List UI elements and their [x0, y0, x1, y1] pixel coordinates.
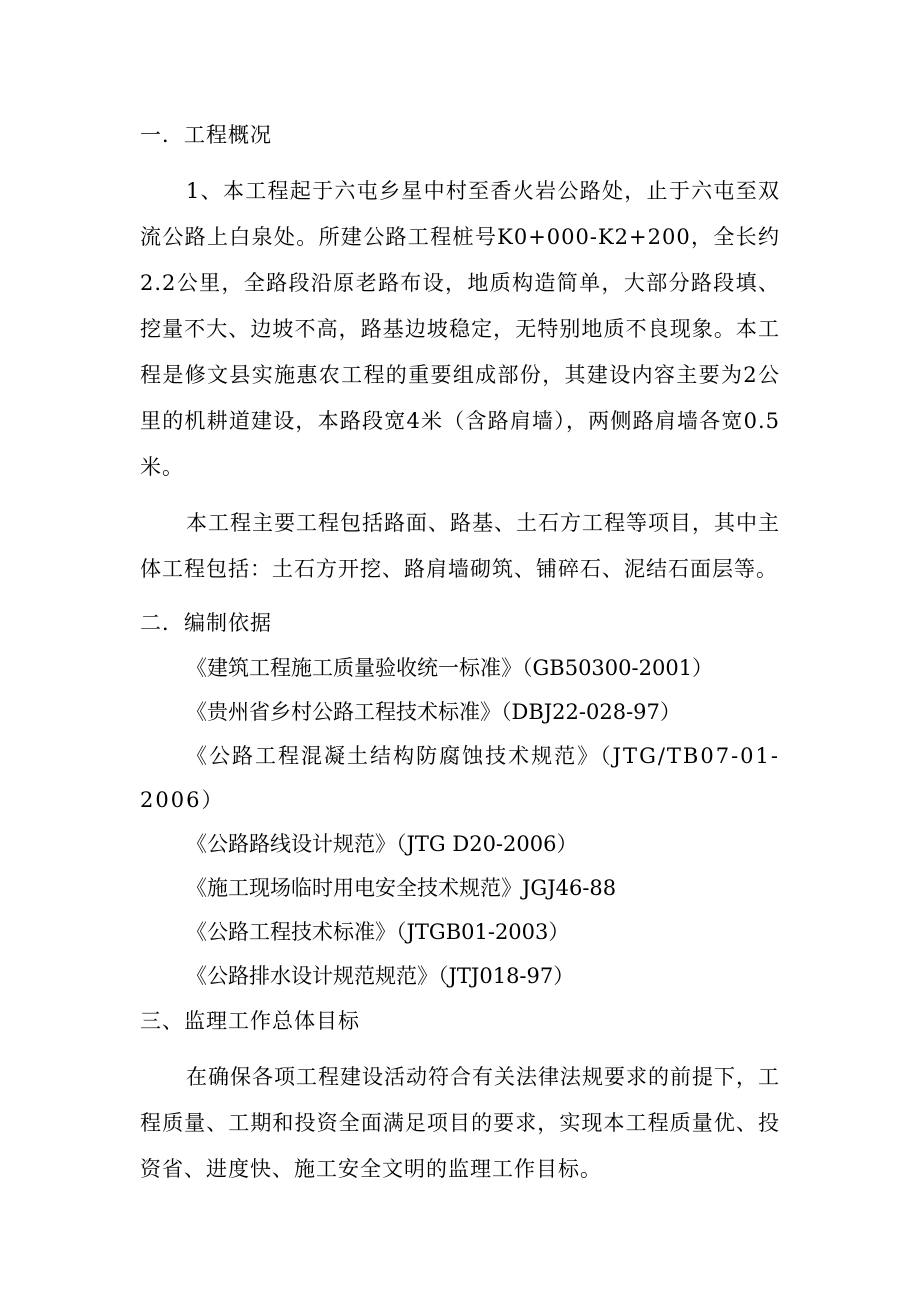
document-page — [140, 112, 780, 1192]
reference-item: 《贵州省乡村公路工程技术标准》（DBJ22-028-97） — [186, 700, 681, 724]
reference-item: 《施工现场临时用电安全技术规范》JGJ46-88 — [186, 876, 617, 900]
paragraph-overview-2: 本工程主要工程包括路面、路基、土石方工程等项目，其中主体工程包括：土石方开挖、路肩墙砌筑、铺碎石、泥结石面层等。 — [140, 511, 780, 581]
reference-item: 《公路路线设计规范》（JTG D20-2006） — [186, 832, 578, 856]
reference-item: 《公路工程混凝土结构防腐蚀技术规范》（JTG/TB07-01-2006） — [140, 744, 780, 812]
section-heading-overview: 一．工程概况 — [140, 123, 272, 147]
paragraph-goals-1: 在确保各项工程建设活动符合有关法律法规要求的前提下，工程质量、工期和投资全面满足项目的要求，实现本工程质量优、投资省、进度快、施工安全文明的监理工作目标。 — [140, 1065, 780, 1181]
paragraph-overview-1: 1、本工程起于六屯乡星中村至香火岩公路处，止于六屯至双流公路上白泉处。所建公路工程桩号K0+000-K2+200，全长约2.2公里，全路段沿原老路布设，地质构造简单，大部分路段填、挖量不大、边坡不高，路基边坡稳定，无特别地质不良现象。本工程是修文县实施惠农工程的重要组成部份，其建设内容主要为2公里的机耕道建设，本路段宽4米（含路肩墙），两侧路肩墙各宽0.5米。 — [140, 179, 780, 479]
section-heading-goals: 三、监理工作总体目标 — [140, 1009, 360, 1033]
reference-item: 《建筑工程施工质量验收统一标准》（GB50300-2001） — [186, 656, 714, 680]
reference-item: 《公路排水设计规范规范》（JTJ018-97） — [186, 964, 575, 988]
reference-item: 《公路工程技术标准》（JTGB01-2003） — [186, 920, 570, 944]
reference-list — [140, 646, 780, 998]
section-heading-basis: 二．编制依据 — [140, 611, 272, 635]
